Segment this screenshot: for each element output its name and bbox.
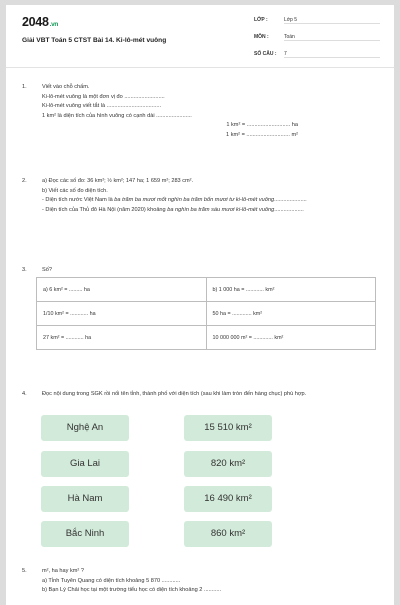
table-cell: b) 1 000 ha = ............ km² <box>206 278 376 302</box>
page-title: Giải VBT Toán 5 CTST Bài 14. Ki-lô-mét vuông <box>22 37 167 44</box>
area-box[interactable]: 15 510 km² <box>184 415 272 441</box>
table-cell: a) 6 km² = ......... ha <box>37 278 207 302</box>
header <box>6 5 394 68</box>
table-cell: 1/10 km² = ............ ha <box>37 302 207 326</box>
table-row <box>37 302 376 326</box>
province-box[interactable]: Hà Nam <box>41 486 129 512</box>
count-row: SỐ CÂU : 7 <box>254 51 382 58</box>
province-box[interactable]: Gia Lai <box>41 451 129 477</box>
area-box[interactable]: 820 km² <box>184 451 272 477</box>
table-row <box>37 326 376 350</box>
worksheet-page: 2048.vn Giải VBT Toán 5 CTST Bài 14. Ki-lô-mét vuông LỚP : Lớp 5 MÔN : Toán SỐ CÂU : 7 1. Viết vào chỗ chấm. Ki-lô-mét vuông là một đơn vị đo .......................... Ki-lô-mét vuông viết tắt là ................................... 1 km² là diện tích của hình vuông có cạnh dài ....................... 1 km² = ............................ ha 1 km² = ............................ m² 2. a) Đọc các số đo: 36 km²; ½ km²; 147 ha; 1 659 m²; 283 cm². b) Viết các số đo diện tích. - Diện tích nước Việt Nam là ba trăm ba mươi mốt nghìn ba trăm bốn mươi tư ki-lô-mét vuông..................... - Diện tích của Thủ đô Hà Nội (năm 2020) khoảng ba nghìn ba trăm sáu mươi ki-lô-mét vuông................... 3. Số? a) 6 km² = ......... ha b) 1 000 ha = ............ km² 1/10 km² = ............ ha 50 ha = ............. km² 27 km² = ............ ha 10 000 000 m² = ............. km² 4. Đọc nội dung trong SGK rồi nối tên tỉnh, thành phố với diện tích (sau khi làm tròn đến hàng chục) phù hợp. Nghệ An Gia Lai Hà Nam Bắc Ninh 15 510 km² 820 km² 16 490 km² 860 km² 5. m², ha hay km² ? a) Tỉnh Tuyên Quang có diện tích khoảng 5 870 ............ b) Bạn Lý Chải học tại một trường tiểu học có diện tích khoảng 2 ........... <box>6 5 394 605</box>
q2-b2: - Diện tích của Thủ đô Hà Nội (năm 2020) khoảng ba nghìn ba trăm sáu mươi ki-lô-mét vuông................... <box>42 206 304 213</box>
province-box[interactable]: Nghệ An <box>41 415 129 441</box>
table-cell: 50 ha = ............. km² <box>206 302 376 326</box>
site-logo[interactable]: 2048.vn <box>22 15 59 29</box>
area-box[interactable]: 16 490 km² <box>184 486 272 512</box>
province-box[interactable]: Bắc Ninh <box>41 521 129 547</box>
table-cell: 10 000 000 m² = ............. km² <box>206 326 376 350</box>
table-cell: 27 km² = ............ ha <box>37 326 207 350</box>
table-row <box>37 278 376 302</box>
class-row: LỚP : Lớp 5 <box>254 17 382 24</box>
q3-table <box>36 277 376 350</box>
subject-row: MÔN : Toán <box>254 34 382 41</box>
q2-b1: - Diện tích nước Việt Nam là ba trăm ba mươi mốt nghìn ba trăm bốn mươi tư ki-lô-mét vuông..................... <box>42 197 307 204</box>
area-box[interactable]: 860 km² <box>184 521 272 547</box>
